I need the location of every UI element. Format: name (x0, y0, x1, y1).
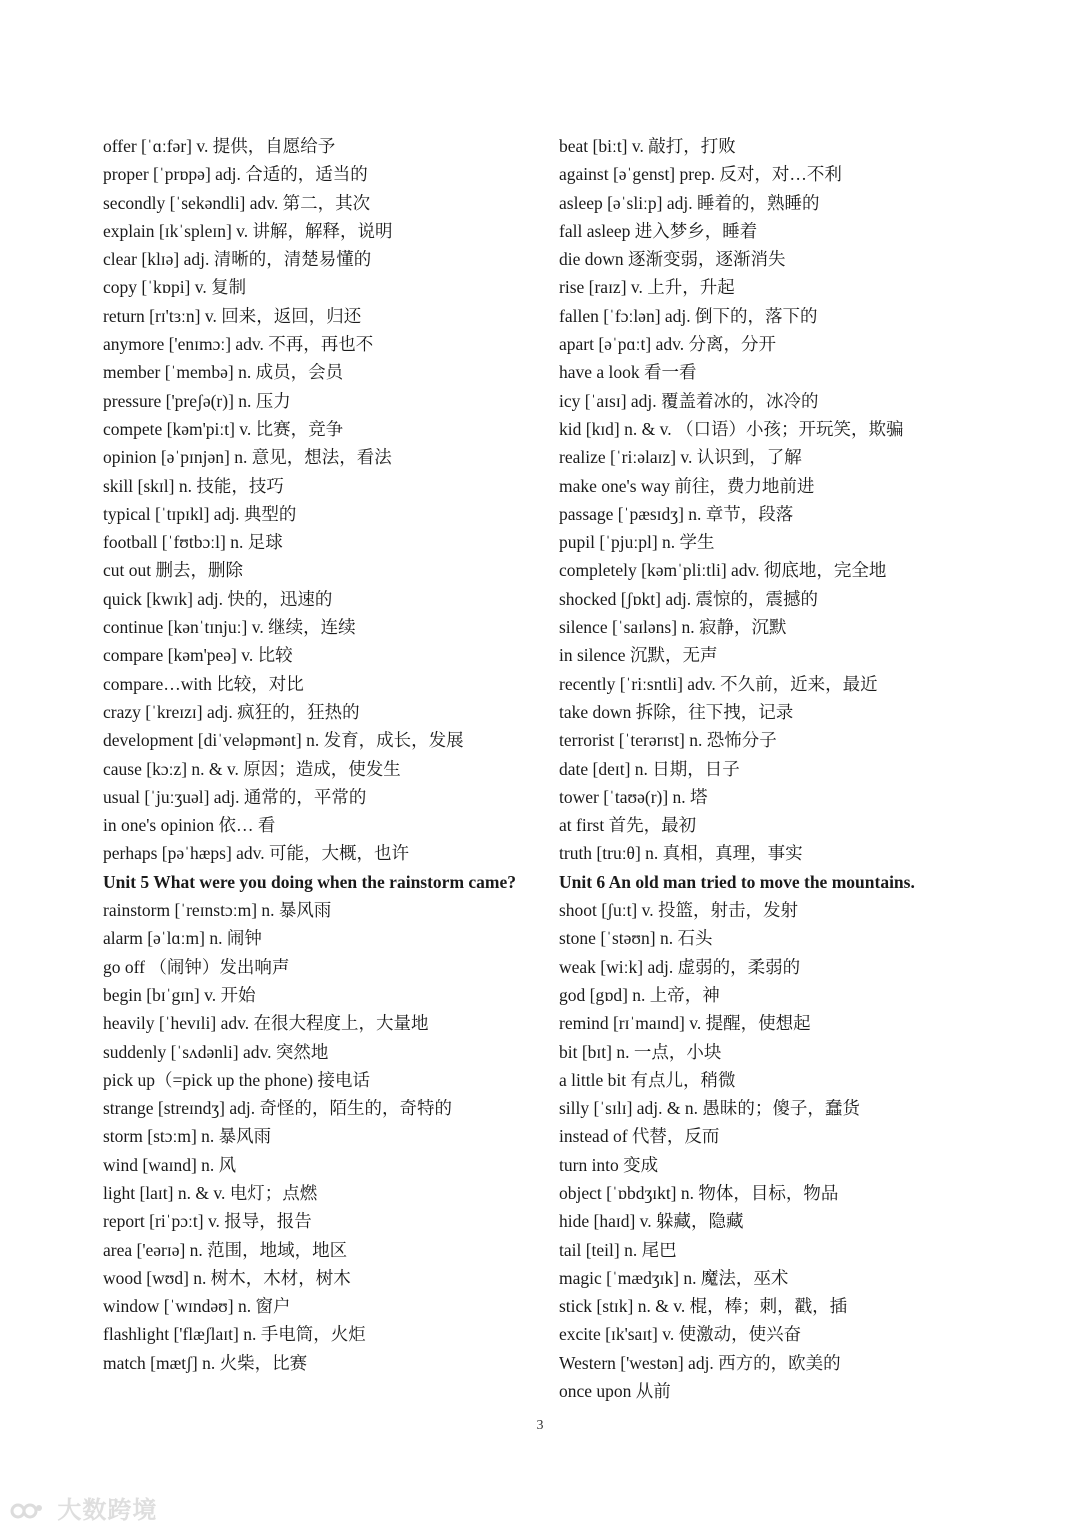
vocab-entry: heavily [ˈhevɪli] adv. 在很大程度上，大量地 (103, 1013, 429, 1034)
vocab-entry: silly [ˈsɪlɪ] adj. & n. 愚昧的；傻子，蠢货 (559, 1098, 860, 1119)
vocab-entry: rainstorm [ˈreɪnstɔːm] n. 暴风雨 (103, 900, 332, 921)
vocab-entry: instead of 代替，反而 (559, 1126, 720, 1147)
vocab-entry: usual [ˈjuːʒuəl] adj. 通常的，平常的 (103, 786, 367, 807)
vocab-entry: pupil [ˈpjuːpl] n. 学生 (559, 532, 715, 553)
vocab-entry: window [ˈwɪndəʊ] n. 窗户 (103, 1296, 291, 1317)
vocab-entry: offer [ˈɑːfər] v. 提供，自愿给予 (103, 136, 336, 156)
vocab-entry: make one's way 前往，费力地前进 (559, 475, 815, 496)
vocab-entry: asleep [əˈsliːp] adj. 睡着的，熟睡的 (559, 192, 820, 213)
vocab-entry: silence [ˈsaɪləns] n. 寂静，沉默 (559, 617, 787, 638)
vocab-entry: secondly [ˈsekəndli] adv. 第二，其次 (103, 192, 371, 213)
vocab-entry: beat [biːt] v. 敲打，打败 (559, 136, 736, 156)
vocab-entry: turn into 变成 (559, 1154, 659, 1175)
vocab-entry: apart [əˈpɑːt] adv. 分离，分开 (559, 334, 776, 355)
vocab-entry: shoot [ʃuːt] v. 投篮，射击，发射 (559, 900, 798, 921)
vocab-entry: anymore ['enɪmɔː] adv. 不再，再也不 (103, 334, 374, 355)
vocab-entry: truth [truːθ] n. 真相，真理，事实 (559, 843, 803, 864)
vocab-entry: cut out 删去，删除 (103, 560, 243, 581)
vocab-entry: kid [kɪd] n. & v. （口语）小孩；开玩笑，欺骗 (559, 418, 904, 439)
vocab-entry: rise [raɪz] v. 上升，升起 (559, 277, 735, 298)
vocab-entry: date [deɪt] n. 日期，日子 (559, 758, 740, 779)
vocab-entry: proper [ˈprɒpə] adj. 合适的，适当的 (103, 164, 368, 185)
watermark (10, 1490, 157, 1525)
vocab-entry: quick [kwɪk] adj. 快的，迅速的 (103, 588, 333, 609)
vocab-entry: Western ['westən] adj. 西方的，欧美的 (559, 1352, 841, 1373)
vocab-entry: return [rɪ'tɜːn] v. 回来，返回，归还 (103, 305, 362, 326)
vocab-entry: begin [bɪˈgɪn] v. 开始 (103, 984, 256, 1005)
vocab-entry: perhaps [pəˈhæps] adv. 可能，大概，也许 (103, 843, 410, 864)
vocab-entry: remind [rɪˈmaɪnd] v. 提醒，使想起 (559, 1013, 811, 1034)
vocab-entry: hide [haɪd] v. 躲藏，隐藏 (559, 1211, 744, 1232)
vocab-entry: stick [stɪk] n. & v. 棍，棒；刺，戳，插 (559, 1296, 848, 1317)
vocab-entry: strange [streɪndʒ] adj. 奇怪的，陌生的，奇特的 (103, 1098, 452, 1119)
vocab-entry: clear [klɪə] adj. 清晰的，清楚易懂的 (103, 249, 372, 270)
vocab-entry: in one's opinion 依… 看 (103, 815, 276, 836)
vocab-entry: explain [ɪkˈspleɪn] v. 讲解，解释，说明 (103, 220, 393, 241)
vocab-entry: tail [teil] n. 尾巴 (559, 1239, 677, 1260)
vocab-entry: stone [ˈstəʊn] n. 石头 (559, 928, 713, 949)
vocab-entry: completely [kəmˈpliːtli] adv. 彻底地，完全地 (559, 560, 887, 581)
vocab-entry: cause [kɔːz] n. & v. 原因；造成，使发生 (103, 758, 401, 779)
vocab-entry: fall asleep 进入梦乡，睡着 (559, 220, 758, 241)
vocab-entry: realize [ˈriːəlaɪz] v. 认识到，了解 (559, 447, 802, 468)
vocab-entry: flashlight ['flæʃlaɪt] n. 手电筒，火炬 (103, 1324, 366, 1345)
vocab-entry: in silence 沉默，无声 (559, 645, 718, 666)
vocab-entry: opinion [əˈpɪnjən] n. 意见，想法，看法 (103, 447, 392, 468)
vocab-entry: weak [wiːk] adj. 虚弱的，柔弱的 (559, 956, 801, 977)
vocab-entry: compete [kəm'piːt] v. 比赛，竞争 (103, 418, 344, 439)
vocab-entry: magic [ˈmædʒɪk] n. 魔法，巫术 (559, 1267, 789, 1288)
vocab-entry: passage [ˈpæsɪdʒ] n. 章节，段落 (559, 503, 794, 524)
right-column (559, 132, 999, 1405)
vocab-entry: wind [waɪnd] n. 风 (103, 1154, 237, 1175)
vocab-entry: football [ˈfʊtbɔːl] n. 足球 (103, 532, 283, 553)
vocab-entry: a little bit 有点儿，稍微 (559, 1069, 736, 1090)
unit-heading: Unit 5 What were you doing when the rainstorm came? (103, 871, 517, 892)
vocab-entry: development [diˈveləpmənt] n. 发育，成长，发展 (103, 730, 464, 751)
vocab-entry: area ['eərɪə] n. 范围，地域，地区 (103, 1239, 348, 1260)
vocab-entry: crazy [ˈkreɪzɪ] adj. 疯狂的，狂热的 (103, 701, 360, 722)
left-column (103, 132, 543, 1377)
vocab-entry: at first 首先，最初 (559, 815, 697, 836)
vocab-entry: alarm [əˈlɑːm] n. 闹钟 (103, 928, 262, 949)
vocab-entry: pressure ['preʃə(r)] n. 压力 (103, 390, 291, 411)
vocab-entry: bit [bɪt] n. 一点，小块 (559, 1041, 722, 1062)
vocab-entry: go off （闹钟）发出响声 (103, 956, 290, 977)
vocab-entry: shocked [ʃɒkt] adj. 震惊的，震撼的 (559, 588, 818, 609)
vocab-entry: object [ˈɒbdʒɪkt] n. 物体，目标，物品 (559, 1182, 839, 1203)
vocab-entry: take down 拆除，往下拽，记录 (559, 701, 794, 722)
vocab-entry: once upon 从前 (559, 1381, 671, 1402)
watermark-logo-icon (10, 1501, 44, 1521)
vocab-entry: recently [ˈriːsntli] adv. 不久前，近来，最近 (559, 673, 878, 694)
watermark-text: 大数跨境 (57, 1496, 158, 1524)
vocab-entry: fallen [ˈfɔːlən] adj. 倒下的，落下的 (559, 305, 818, 326)
vocab-entry: compare [kəm'peə] v. 比较 (103, 645, 293, 666)
vocab-entry: storm [stɔːm] n. 暴风雨 (103, 1126, 272, 1147)
vocab-entry: skill [skɪl] n. 技能，技巧 (103, 475, 284, 496)
vocab-entry: god [gɒd] n. 上帝，神 (559, 984, 720, 1005)
vocab-entry: suddenly [ˈsʌdənli] adv. 突然地 (103, 1041, 329, 1062)
vocab-entry: compare…with 比较，对比 (103, 673, 304, 694)
vocab-entry: icy [ˈaɪsɪ] adj. 覆盖着冰的，冰冷的 (559, 390, 819, 411)
vocab-entry: excite [ɪk'saɪt] v. 使激动，使兴奋 (559, 1324, 802, 1345)
page-number: 3 (536, 1418, 544, 1433)
vocab-entry: typical [ˈtɪpɪkl] adj. 典型的 (103, 503, 297, 524)
vocab-entry: terrorist [ˈterərɪst] n. 恐怖分子 (559, 730, 777, 751)
vocab-entry: copy [ˈkɒpi] v. 复制 (103, 277, 247, 298)
vocab-entry: have a look 看一看 (559, 362, 697, 383)
vocab-entry: report [riˈpɔːt] v. 报导，报告 (103, 1211, 312, 1232)
vocab-entry: light [laɪt] n. & v. 电灯；点燃 (103, 1182, 318, 1203)
vocab-entry: die down 逐渐变弱，逐渐消失 (559, 249, 786, 270)
vocab-entry: tower [ˈtaʊə(r)] n. 塔 (559, 786, 708, 807)
vocab-entry: against [əˈgenst] prep. 反对，对…不利 (559, 164, 842, 185)
unit-heading: Unit 6 An old man tried to move the mountains. (559, 871, 915, 892)
vocab-entry: member [ˈmembə] n. 成员，会员 (103, 362, 344, 383)
vocab-entry: wood [wʊd] n. 树木，木材，树木 (103, 1267, 351, 1288)
vocab-entry: match [mætʃ] n. 火柴，比赛 (103, 1352, 308, 1373)
vocab-entry: pick up（=pick up the phone) 接电话 (103, 1069, 370, 1090)
vocab-entry: continue [kənˈtɪnjuː] v. 继续，连续 (103, 617, 356, 638)
